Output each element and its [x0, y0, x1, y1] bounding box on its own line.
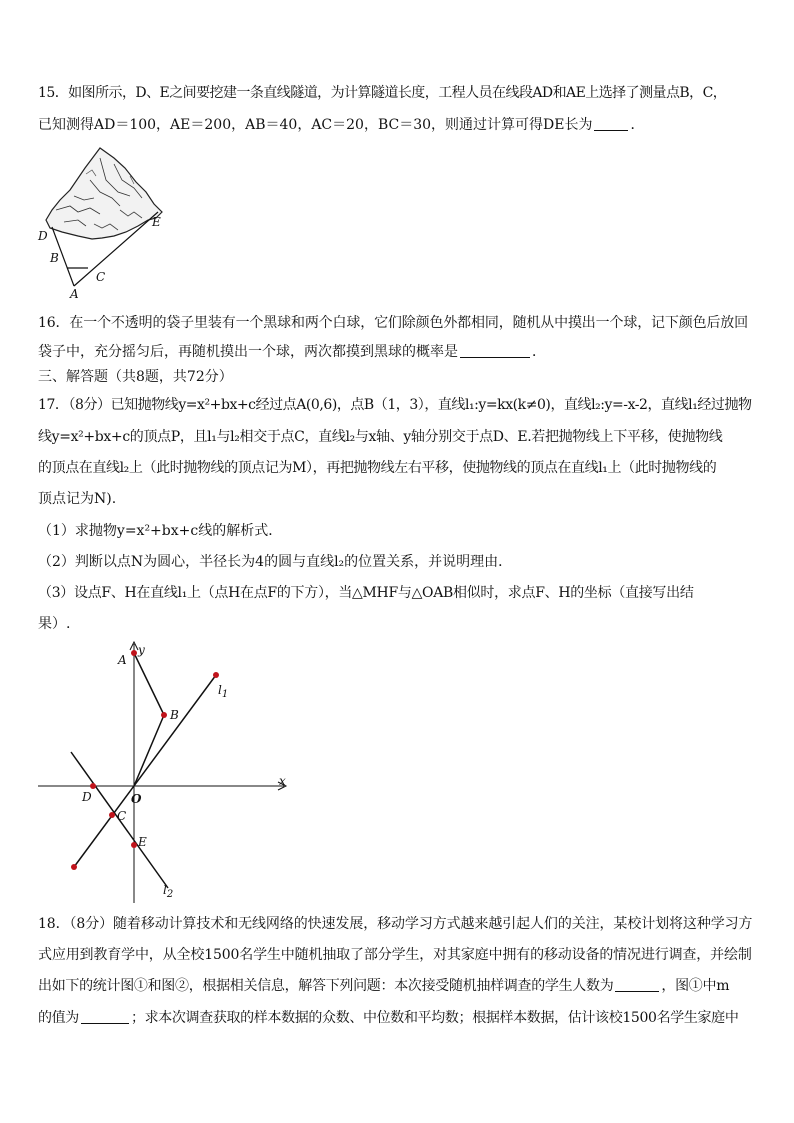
q17-label-D: D: [82, 790, 92, 804]
q17-label-O: O: [131, 792, 142, 806]
q17-line2: 线y=x²+bx+c的顶点P，且l₁与l₂相交于点C，直线l₂与x轴、y轴分别交于点D、E.若把抛物线上下平移，使抛物线: [38, 429, 723, 445]
q18-line4-text: ；求本次调查获取的样本数据的众数、中位数和平均数；根据样本数据，估计该校1500名学生家庭中: [130, 1010, 739, 1026]
q15-label-B: B: [50, 251, 59, 265]
l1-letter: l: [218, 683, 222, 697]
point-l1-start: [71, 864, 77, 870]
q17-label-B: B: [170, 708, 179, 722]
point-E: [131, 842, 137, 848]
segment-AB: [134, 653, 164, 715]
point-l1-end: [213, 672, 219, 678]
q15-answer-blank: [594, 116, 628, 131]
q17-sub3-line1: （3）设点F、H在直线l₁上（点H在点F的下方），当△MHF与△OAB相似时，求点F、H的坐标（直接写出结: [38, 585, 694, 601]
q17-label-C: C: [117, 809, 127, 823]
l2-subscript: 2: [166, 889, 174, 900]
point-D: [90, 783, 96, 789]
q15-line2-text: 已知测得AD＝100，AE＝200，AB＝40，AC＝20，BC＝30，则通过计算可得DE长为: [38, 117, 593, 133]
point-C: [109, 812, 115, 818]
section3-title: 三、解答题（共8题，共72分）: [38, 369, 233, 385]
q17-line1: 17．（8分）已知抛物线y=x²+bx+c经过点A(0,6)，点B（1，3），直线l₁:y=kx(k≠0)，直线l₂:y=-x-2，直线l₁经过抛物: [38, 397, 752, 413]
q17-sub1: （1）求抛物y=x²+bx+c线的解析式．: [38, 523, 283, 539]
q18-line3-text: 出如下的统计图①和图②，根据相关信息，解答下列问题：本次接受随机抽样调查的学生人数为: [38, 978, 614, 994]
q17-label-l2: [163, 883, 173, 900]
l2-letter: l: [163, 883, 167, 897]
q17-label-x: x: [279, 774, 286, 788]
q18-line4-start: 的值为: [38, 1010, 79, 1026]
q18-line1: 18．（8分）随着移动计算技术和无线网络的快速发展，移动学习方式越来越引起人们的关注，某校计划将这种学习方: [38, 916, 753, 932]
q17-label-A: A: [118, 653, 127, 667]
q18-line2: 式应用到教育学中，从全校1500名学生中随机抽取了部分学生，对其家庭中拥有的移动设备的情况进行调查，并绘制: [38, 947, 752, 963]
q17-label-E: E: [138, 835, 147, 849]
q16-answer-blank: [460, 343, 530, 358]
q17-coordinate-figure: [30, 638, 300, 908]
q15-line2-end: ．: [630, 117, 645, 133]
q17-sub3-line2: 果）.: [38, 616, 71, 632]
q15-label-A: A: [70, 287, 79, 301]
point-B: [161, 712, 167, 718]
q18-line3: [38, 976, 729, 996]
q16-line2: [38, 342, 546, 362]
q17-line3: 的顶点在直线l₂上（此时抛物线的顶点记为M），再把抛物线左右平移，使抛物线的顶点在直线l₁上（此时抛物线的: [38, 460, 717, 476]
q15-tunnel-figure: [30, 140, 180, 305]
q17-label-y: y: [138, 643, 145, 657]
q15-label-D: D: [38, 229, 48, 243]
q15-line1: 15．如图所示，D、E之间要挖建一条直线隧道，为计算隧道长度，工程人员在线段AD和AE上选择了测量点B，C，: [38, 85, 727, 101]
q18-blank-count: [615, 977, 659, 992]
q15-label-C: C: [96, 270, 106, 284]
q17-label-l1: [218, 683, 228, 700]
mountain-sketch: [46, 148, 162, 239]
q18-line4: [38, 1008, 738, 1028]
q16-line2-end: ．: [532, 344, 546, 360]
q16-line2-text: 袋子中，充分摇匀后，再随机摸出一个球，两次都摸到黑球的概率是: [38, 344, 458, 360]
l1-subscript: 1: [221, 689, 229, 700]
q18-line3-end: ，图①中m: [661, 978, 730, 994]
q15-label-E: E: [152, 215, 161, 229]
q17-line4: 顶点记为N).: [38, 491, 117, 507]
q17-sub2: （2）判断以点N为圆心，半径长为4的圆与直线l₂的位置关系，并说明理由．: [38, 554, 513, 570]
q16-line1: 16．在一个不透明的袋子里装有一个黑球和两个白球，它们除颜色外都相同，随机从中摸出一个球，记下颜色后放回: [38, 315, 749, 331]
q18-blank-m: [81, 1009, 129, 1024]
point-A: [131, 650, 137, 656]
q15-line2: [38, 115, 644, 135]
